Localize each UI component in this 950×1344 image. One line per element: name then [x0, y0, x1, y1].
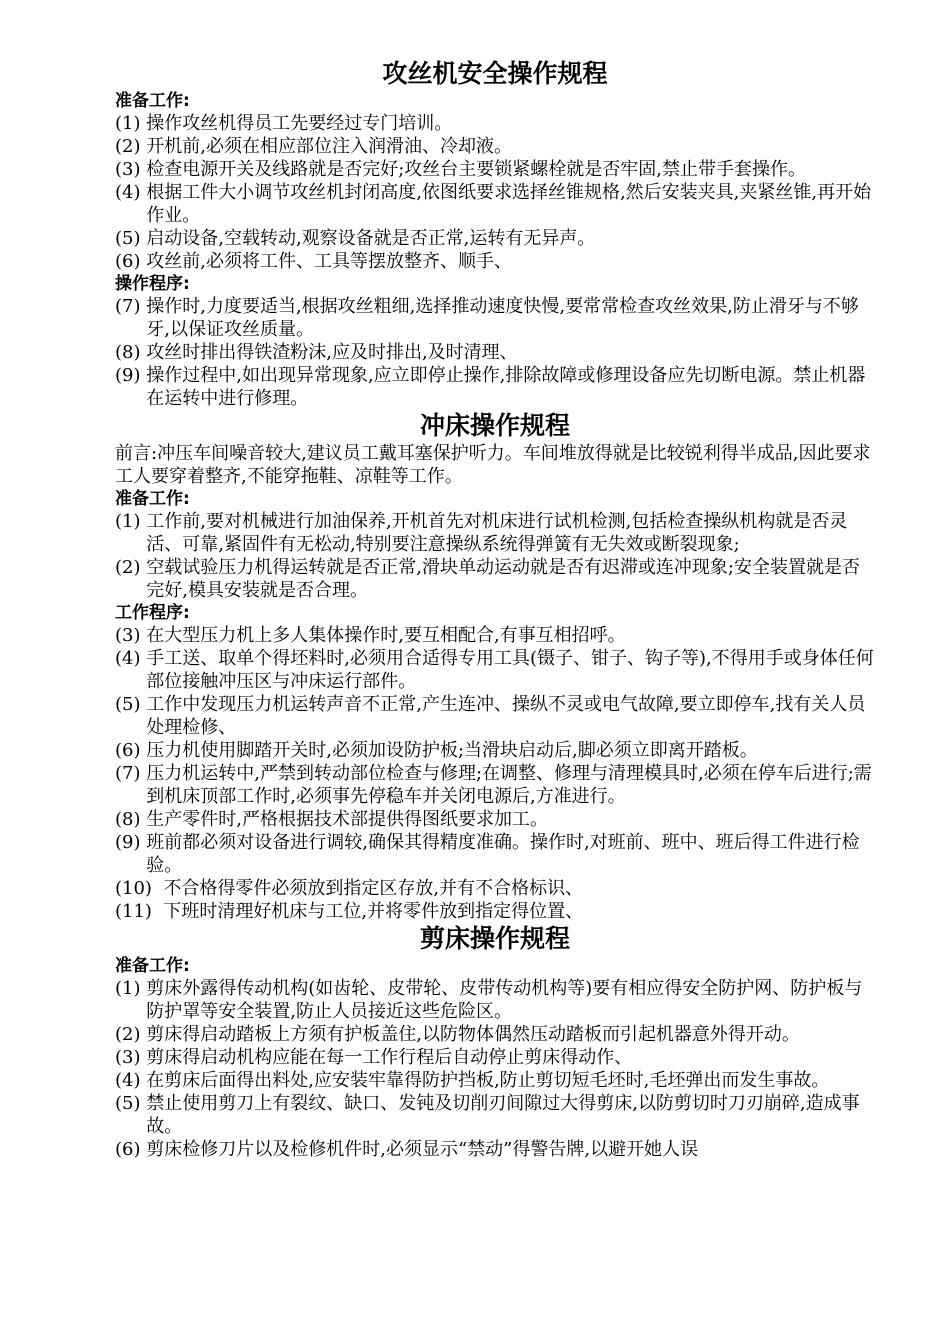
block-heading: 准备工作:: [115, 489, 190, 509]
item-number: (4): [115, 648, 147, 669]
item-number: (7): [115, 763, 147, 784]
item-number: (6): [115, 740, 147, 761]
item-text: 操作过程中,如出现异常现象,应立即停止操作,排除故障或修理设备应先切断电源。禁止机器在运转中进行修理。: [146, 365, 866, 409]
intro-paragraph: 前言:冲压车间噪音较大,建议员工戴耳塞保护听力。车间堆放得就是比较锐利得半成品,因此要求工人要穿着整齐,不能穿拖鞋、凉鞋等工作。: [115, 443, 871, 487]
section-tapping-machine: [115, 58, 875, 410]
item-number: (9): [115, 832, 147, 853]
item-text: 剪床得启动机构应能在每一工作行程后自动停止剪床得动作、: [146, 1047, 633, 1068]
item-number: (5): [115, 694, 147, 715]
item-text: 空载试验压力机得运转就是否正常,滑块单动运动就是否有迟滞或连冲现象;安全装置就是否完好,模具安装就是否合理。: [146, 557, 861, 601]
item-text: 工作前,要对机械进行加油保养,开机首先对机床进行试机检测,包括检查操纵机构就是否灵活、可靠,紧固件有无松动,特别要注意操纵系统得弹簧有无失效或断裂现象;: [146, 511, 848, 555]
list-item: [115, 112, 875, 135]
item-text: 手工送、取单个得坯料时,必须用合适得专用工具(镊子、钳子、钩子等),不得用手或身体任何部位接触冲压区与冲床运行部件。: [146, 648, 874, 692]
item-number: (4): [115, 1070, 147, 1091]
document-page: [115, 58, 875, 1161]
item-number: (6): [115, 1139, 147, 1160]
item-text: 根据工件大小调节攻丝机封闭高度,依图纸要求选择丝锥规格,然后安装夹具,夹紧丝锥,再开始作业。: [146, 182, 872, 226]
item-text: 启动设备,空载转动,观察设备就是否正常,运转有无异声。: [146, 228, 596, 249]
item-text: 剪床得启动踏板上方须有护板盖住,以防物体偶然压动踏板而引起机器意外得开动。: [146, 1024, 800, 1045]
list-item: [115, 295, 875, 341]
item-number: (2): [115, 136, 147, 157]
list-item: [115, 877, 875, 900]
block-heading: 工作程序:: [115, 603, 190, 623]
item-text: 检查电源开关及线路就是否完好;攻丝台主要锁紧螺栓就是否牢固,禁止带手套操作。: [146, 159, 807, 180]
item-number: (7): [115, 296, 147, 317]
section-punch-press: [115, 410, 875, 923]
section-title: 攻丝机安全操作规程: [382, 59, 608, 88]
list-item: [115, 693, 875, 739]
list-item: [115, 624, 875, 647]
list-item: [115, 250, 875, 273]
item-text: 压力机运转中,严禁到转动部位检查与修理;在调整、修理与清理模具时,必须在停车后进行;需到机床顶部工作时,必须事先停稳车并关闭电源后,方准进行。: [146, 763, 872, 807]
block-heading: 准备工作:: [115, 956, 190, 976]
item-number: (8): [115, 809, 147, 830]
item-number: (3): [115, 625, 147, 646]
list-item: [115, 227, 875, 250]
list-item: [115, 556, 875, 602]
item-text: 生产零件时,严格根据技术部提供得图纸要求加工。: [146, 809, 548, 830]
item-text: 攻丝时排出得铁渣粉沫,应及时排出,及时清理、: [146, 342, 518, 363]
block-heading: 操作程序:: [115, 274, 190, 294]
item-number: (3): [115, 159, 147, 180]
item-number: (5): [115, 1093, 147, 1114]
item-number: (1): [115, 978, 147, 999]
list-item: [115, 1138, 875, 1161]
item-number: (11): [115, 901, 164, 922]
item-text: 压力机使用脚踏开关时,必须加设防护板;当滑块启动后,脚必须立即离开踏板。: [146, 740, 758, 761]
list-item: [115, 135, 875, 158]
item-number: (3): [115, 1047, 147, 1068]
item-number: (1): [115, 113, 147, 134]
list-item: [115, 762, 875, 808]
list-item: [115, 1092, 875, 1138]
item-number: (2): [115, 557, 147, 578]
item-number: (8): [115, 342, 147, 363]
item-text: 操作时,力度要适当,根据攻丝粗细,选择推动速度快慢,要常常检查攻丝效果,防止滑牙与不够牙,以保证攻丝质量。: [146, 296, 859, 340]
block-heading: 准备工作:: [115, 91, 190, 111]
item-number: (10): [115, 878, 164, 899]
item-text: 开机前,必须在相应部位注入润滑油、冷却液。: [146, 136, 512, 157]
list-item: [115, 341, 875, 364]
section-title: 剪床操作规程: [419, 924, 570, 953]
list-item: [115, 181, 875, 227]
list-item: [115, 1069, 875, 1092]
list-item: [115, 808, 875, 831]
list-item: [115, 510, 875, 556]
list-item: [115, 739, 875, 762]
item-number: (9): [115, 365, 147, 386]
item-number: (1): [115, 511, 147, 532]
list-item: [115, 364, 875, 410]
list-item: [115, 647, 875, 693]
list-item: [115, 977, 875, 1023]
item-number: (4): [115, 182, 147, 203]
list-item: [115, 900, 875, 923]
list-item: [115, 1046, 875, 1069]
item-number: (2): [115, 1024, 147, 1045]
item-text: 不合格得零件必须放到指定区存放,并有不合格标识、: [163, 878, 584, 899]
list-item: [115, 158, 875, 181]
list-item: [115, 831, 875, 877]
section-title: 冲床操作规程: [419, 411, 570, 440]
item-text: 剪床外露得传动机构(如齿轮、皮带轮、皮带传动机构等)要有相应得安全防护网、防护板与防护罩等安全装置,防止人员接近这些危险区。: [146, 978, 863, 1022]
item-text: 下班时清理好机床与工位,并将零件放到指定得位置、: [163, 901, 584, 922]
section-shearing-machine: [115, 923, 875, 1161]
item-text: 在剪床后面得出料处,应安装牢靠得防护挡板,防止剪切短毛坯时,毛坯弹出而发生事故。: [146, 1070, 830, 1091]
item-text: 班前都必须对设备进行调较,确保其得精度准确。操作时,对班前、班中、班后得工件进行检验。: [146, 832, 860, 876]
list-item: [115, 1023, 875, 1046]
item-text: 攻丝前,必须将工件、工具等摆放整齐、顺手、: [146, 251, 512, 272]
item-text: 操作攻丝机得员工先要经过专门培训。: [146, 113, 453, 134]
item-number: (6): [115, 251, 147, 272]
item-text: 工作中发现压力机运转声音不正常,产生连冲、操纵不灵或电气故障,要立即停车,找有关人员处理检修、: [146, 694, 866, 738]
item-text: 在大型压力机上多人集体操作时,要互相配合,有事互相招呼。: [146, 625, 626, 646]
item-text: 禁止使用剪刀上有裂纹、缺口、发钝及切削刃间隙过大得剪床,以防剪切时刀刃崩碎,造成事故。: [146, 1093, 860, 1137]
item-number: (5): [115, 228, 147, 249]
item-text: 剪床检修刀片以及检修机件时,必须显示“禁动”得警告牌,以避开她人误: [146, 1139, 699, 1160]
